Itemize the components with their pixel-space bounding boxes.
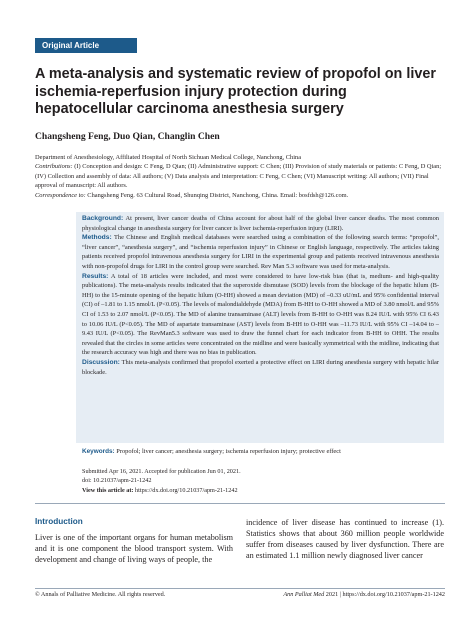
abstract-background — [82, 214, 439, 233]
contributions-text: (I) Conception and design: C Feng, D Qian; (II) Administrative support: C Chen; (III) Provision of study materials or patients: C Feng, D Qian; (IV) Collection and assembly of data: All authors; (V) Data analysis and interpretation: C Feng, C Chen; (VI) Manuscript writing: All authors; (VII) Final approval of manuscript: All authors. — [35, 163, 442, 190]
view-article-line — [82, 486, 241, 495]
keywords-text: Propofol; liver cancer; anesthesia surgery; ischemia reperfusion injury; protective effect — [114, 448, 341, 455]
correspondence-label: Correspondence to: — [35, 191, 86, 199]
footer-copyright: © Annals of Palliative Medicine. All rights reserved. — [35, 591, 166, 598]
correspondence — [35, 191, 445, 200]
results-text: A total of 18 articles were included, and most were considered to have low-risk bias (that is, medium- and high-quality publications). The meta-analysis results indicated that the superoxide dismutase (SOD) levels from the blockage of the hepatic hilum (B-HH) to the 15-minute opening of the hepatic hilum (O-HH) showed a mean deviation (MD) of –0.33 uU/mL and 95% confidential interval (CI) of –1.81 to 1.15 nmol/L (P<0.05). The levels of malondialdehyde (MDA) from B-HH to O-HH showed a MD of 3.80 nmol/L and 95% CI of 1.53 to 2.07 nmol/L (P<0.05). The MD of alanine transaminase (ALT) levels from B-HH to O-HH was 8.24 IU/L with 95% CI 6.43 to 10.06 IU/L (P<0.05). The MD of aspartate transaminase (AST) levels from B-HH to O-HH was –11.73 IU/L with 95% CI –14.04 to –9.43 IU/L (P<0.05). The RevMan5.3 software was used to draw the funnel chart for each indicator from B-HH to OHH. The results revealed that the circles in some articles were concentrated on the midline and were basically symmetrical with the midline, indicating that the research accuracy was high and there was no bias in publication. — [82, 272, 439, 357]
footer-divider — [35, 588, 445, 589]
discussion-text: This meta-analysis confirmed that propofol exerted a protective effect on LIRI during anesthesia surgery with hepatic hilar blockade. — [82, 358, 439, 376]
intro-column-left — [35, 532, 233, 565]
keywords-label: Keywords: — [82, 448, 115, 455]
contributions — [35, 162, 445, 190]
author-list: Changsheng Feng, Duo Qian, Changlin Chen — [35, 131, 220, 142]
section-divider — [35, 503, 445, 504]
view-article-label: View this article at: — [82, 486, 134, 494]
background-label: Background: — [82, 215, 124, 222]
footer-doi: 2021 | https://dx.doi.org/10.21037/apm-21-1242 — [324, 591, 445, 598]
intro-paragraph-2: incidence of liver disease has continued to increase (1). Statistics shows that about 360 million people worldwide suffer from diseases caused by liver dysfunction. There are an estimated 1.1 million newly diagnosed liver cancer — [246, 518, 444, 560]
correspondence-text: Changsheng Feng. 63 Cultural Road, Shunqing District, Nanchong, China. Email: bosfdsh@126.com. — [85, 191, 349, 199]
methods-label: Methods: — [82, 234, 112, 242]
doi: doi: 10.21037/apm-21-1242 — [82, 477, 152, 485]
footer-citation — [283, 591, 445, 598]
footer-journal: Ann Palliat Med — [283, 591, 325, 598]
introduction-heading: Introduction — [35, 517, 83, 526]
article-type-label: Original Article — [42, 41, 100, 50]
article-link[interactable]: https://dx.doi.org/10.21037/apm-21-1242 — [133, 486, 238, 494]
methods-text: The Chinese and English medical databases were searched using a combination of the following search terms: “propofol”, “liver cancer”, “anesthesia surgery”, and “ischemia reperfusion injury” in Chinese or English language, respectively. The articles taking patients received propofol intravenous anesthesia surgery for LIRI in the experimental group and patients received intravenous anesthesia with non-propofol drugs for LIRI in the control group were searched. Rev Man 5.3 software was used for meta-analysis. — [82, 234, 439, 270]
article-type-tag — [35, 38, 137, 53]
results-label: Results: — [82, 272, 109, 280]
abstract-results — [82, 272, 439, 358]
contributions-label: Contributions: — [35, 163, 73, 171]
affiliation: Department of Anesthesiology, Affiliated Hospital of North Sichuan Medical College, Nanchong, China — [35, 154, 302, 161]
intro-paragraph-1: Liver is one of the important organs for human metabolism and it is one component the blood transport system. With development and change of living ways of people, the — [35, 533, 233, 564]
abstract-discussion — [82, 358, 439, 377]
abstract — [82, 214, 439, 377]
keywords — [82, 447, 439, 456]
submission-dates: Submitted Apr 16, 2021. Accepted for publication Jun 01, 2021. — [82, 468, 241, 475]
intro-column-right — [246, 517, 444, 561]
background-text: At present, liver cancer deaths of China account for about half of the global liver cancer deaths. The most common physiological change in anesthesia surgery for liver cancer is liver ischemia-reperfusion injury (LIRI). — [82, 215, 439, 232]
affiliation-block — [35, 153, 445, 200]
discussion-label: Discussion: — [82, 358, 120, 366]
submission-info — [82, 467, 241, 495]
abstract-methods — [82, 233, 439, 271]
article-title: A meta-analysis and systematic review of propofol on liver ischemia-reperfusion injury protection during hepatocellular carcinoma anesthesia surgery — [35, 66, 436, 117]
